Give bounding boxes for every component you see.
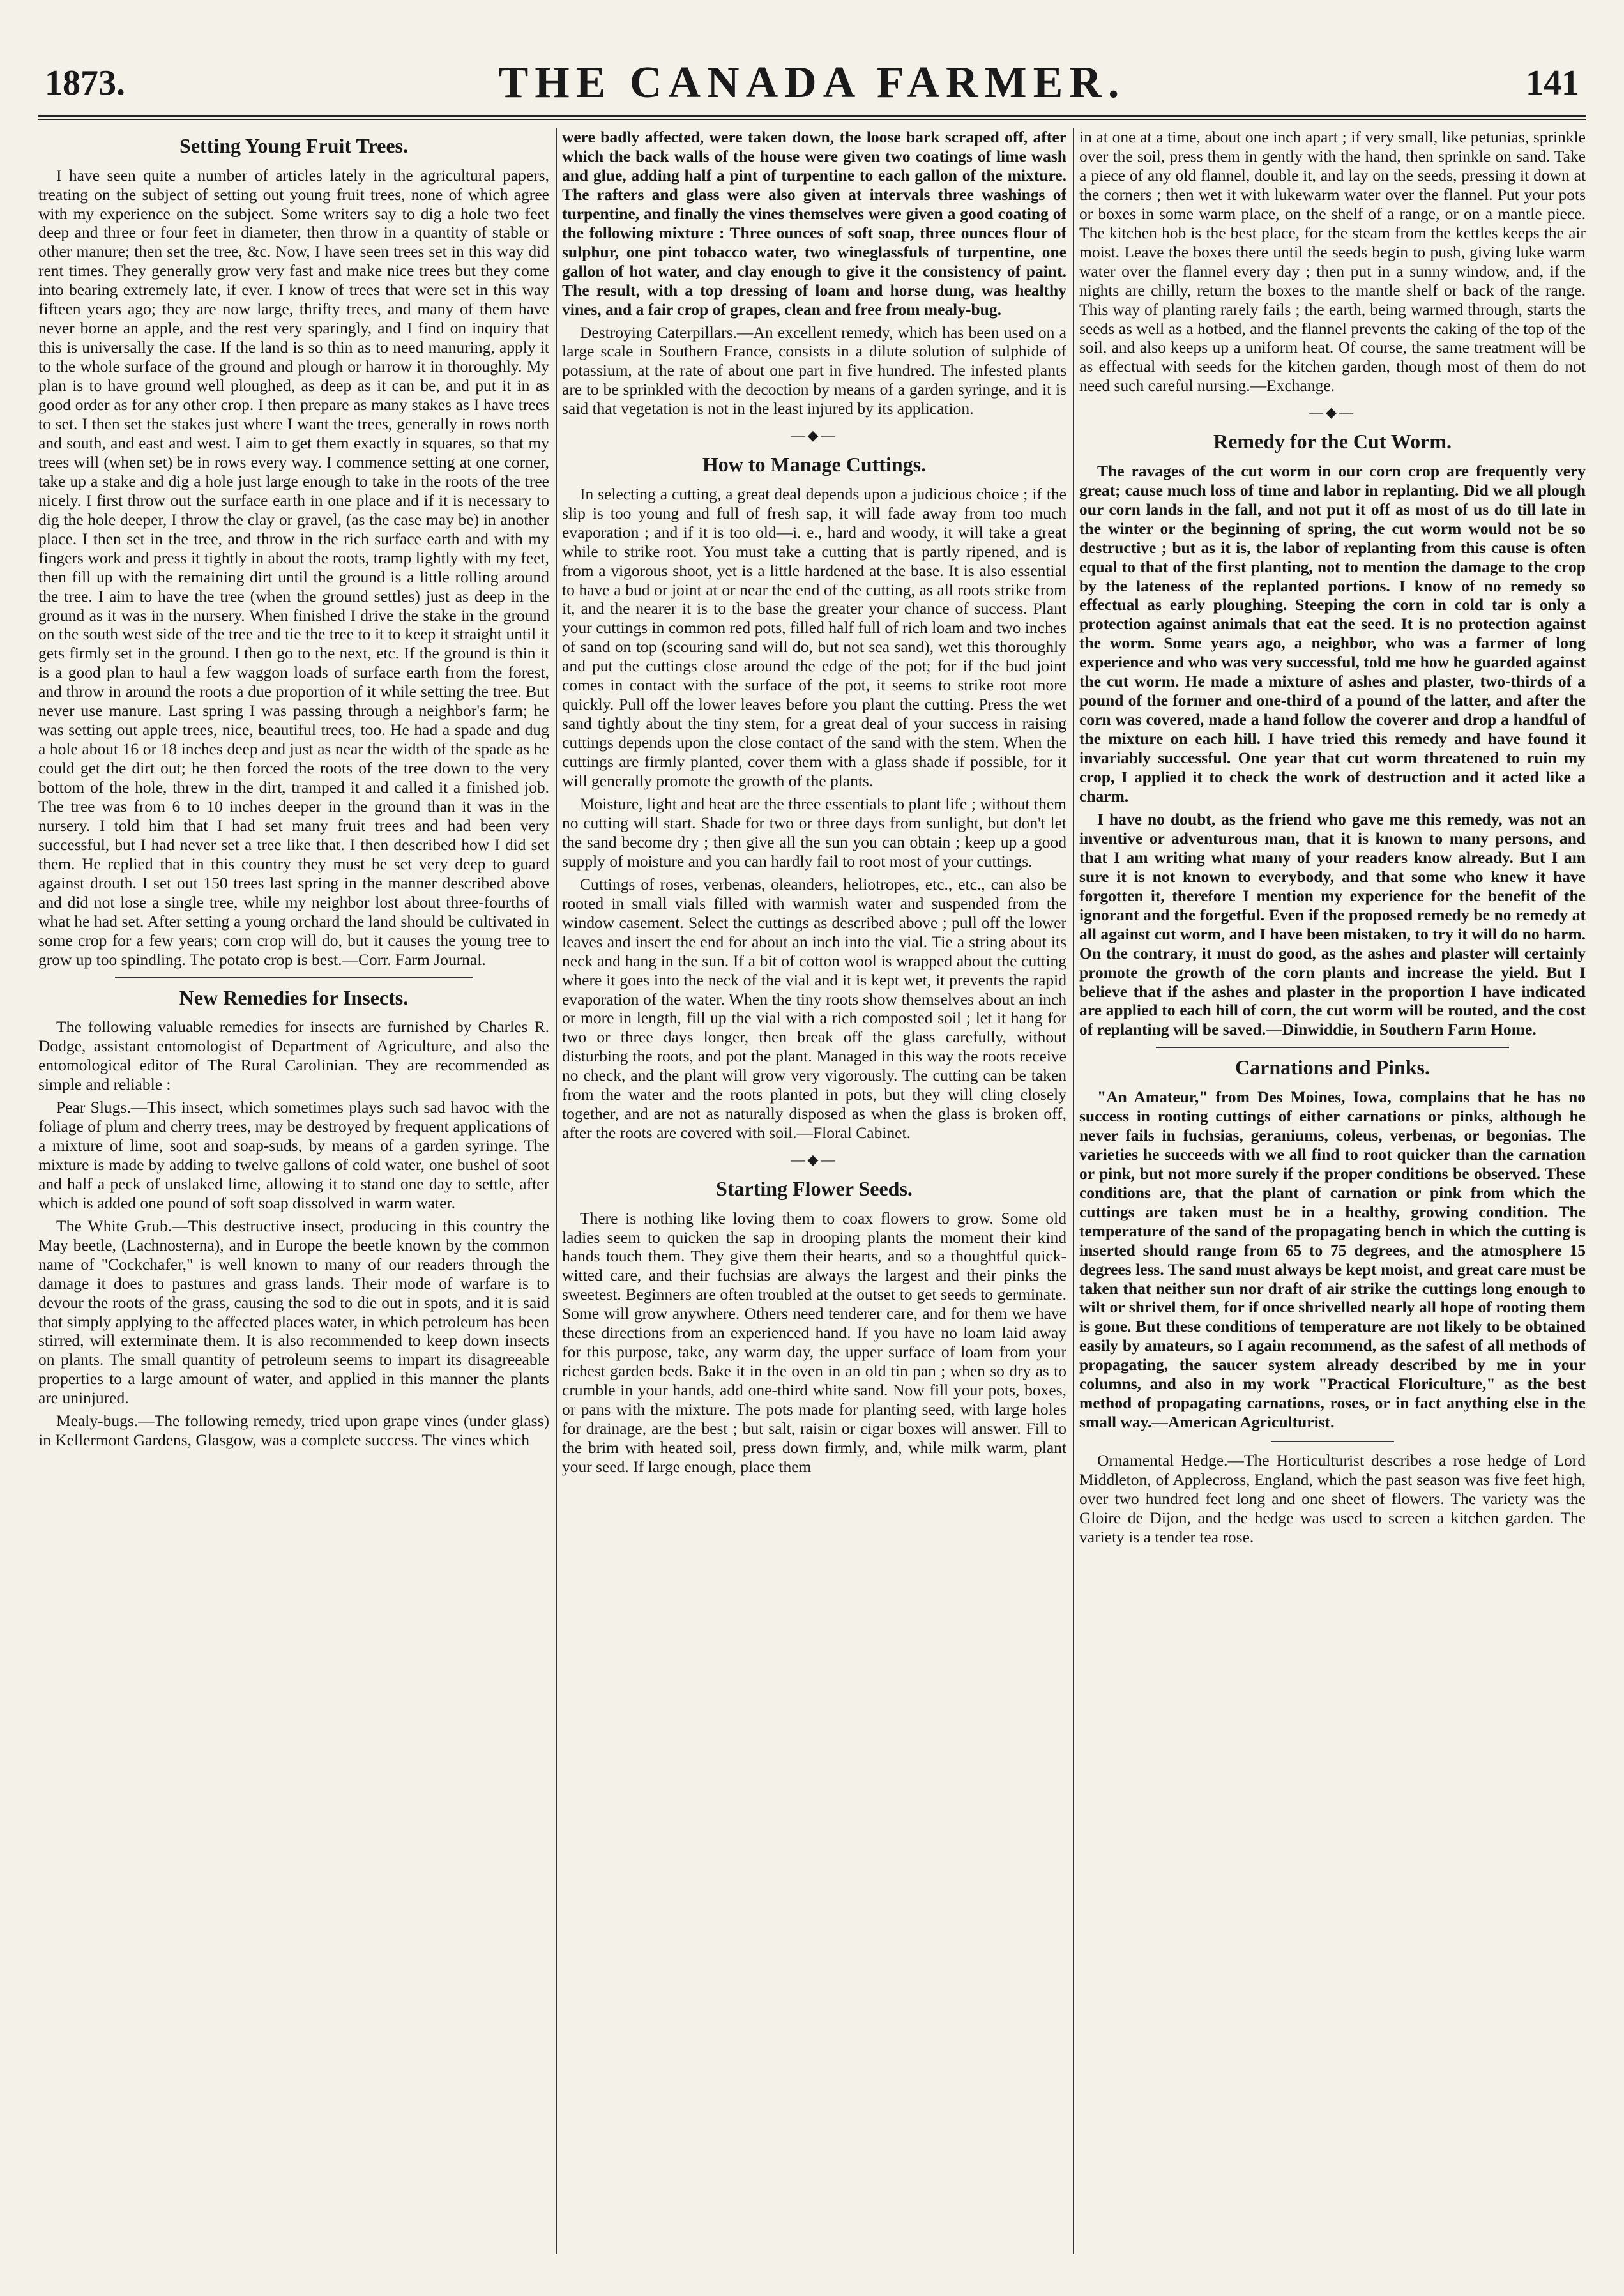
article-headline: Remedy for the Cut Worm. [1213,430,1452,453]
article-separator [1156,1047,1509,1048]
article-headline: Carnations and Pinks. [1235,1056,1430,1079]
article-paragraph: Destroying Caterpillars.—An excellent remedy, which has been used on a large scale in Southern France, consists in a dilute solution of sulphide of potassium, at the rate of about one part in five hundred. The infested plants are to be sprinkled with the decoction by means of a garden syringe, and it is said that vegetation is not in the least injured by its application. [562,323,1066,418]
column-1 [38,128,549,2254]
article-paragraph: Ornamental Hedge.—The Horticulturist describes a rose hedge of Lord Middleton, of Applecross, England, which the past season was five feet high, over two hundred feet long and one sheet of flowers. The variety was the Gloire de Dijon, and the hedge was used to screen a kitchen garden. The variety is a tender tea rose. [1079,1451,1586,1546]
ornament-rule: —◆— [1309,404,1356,421]
column-divider [1073,128,1074,2254]
article-headline: Starting Flower Seeds. [716,1176,913,1200]
article-paragraph: In selecting a cutting, a great deal depends upon a judicious choice ; if the slip is too young and full of fresh sap, it will fade away from too much evaporation ; and if it is too old—i. e., hard and woody, it will take a great while to strike root. You must take a cutting that is partly ripened, and is from a vigorous shoot, yet is a little hardened at the base. It is also essential to have a bud or joint at or near the end of the cutting, as all roots strike from it, and the nearer it is to the base the greater your chance of success. Plant your cuttings in common red pots, filled half full of rich loam and two inches of sand on top (scouring sand will do, but not sea sand), wet this thoroughly and put the cuttings close around the edge of the pot; for if the bud joint comes in contact with the surface of the pot, it seems to strike root more quickly. Pull off the lower leaves before you plant the cutting. Press the wet sand tightly about the tiny stem, for a great deal of your success in raising cuttings depends upon the close contact of the sand with the stem. When the cuttings are firmly planted, cover them with a glass shade if possible, for it will generally promote the growth of the plants. [562,484,1066,791]
article-paragraph: I have no doubt, as the friend who gave me this remedy, was not an inventive or adventurous man, that it is known to many persons, and that I am writing what many of your readers know already. But I am sure it is not known to everybody, and that some who knew it have forgotten it, therefore I mention my experience for the benefit of the ignorant and the forgetful. Even if the proposed remedy be no remedy at all against cut worm, and I have been mistaken, to try it will do no harm. On the contrary, it must do good, as the ashes and plaster will certainly promote the growth of the corn plants and increase the yield. But I believe that if the ashes and plaster in the proportion I have indicated are applied to each hill of corn, the cut worm will be routed, and the cost of replanting will be saved.—Dinwiddie, in Southern Farm Home. [1079,809,1586,1039]
article-separator [115,977,473,978]
column-divider [556,128,557,2254]
masthead-rule [38,115,1586,120]
column-3 [1079,128,1586,2254]
article-paragraph: The White Grub.—This destructive insect, producing in this country the May beetle, (Lachnosterna), and in Europe the beetle known by the common name of "Cockchafer," is well known to many of our readers through the damage it does to pastures and grass lands. Their mode of warfare is to devour the roots of the grass, causing the sod to die out in spots, and it is said that simply applying to the affected places water, in which petroleum has been stirred, will exterminate them. It is also recommended to keep down insects on plants. The small quantity of petroleum seems to impart its disagreeable properties to a large amount of water, and applied in this manner the plants are uninjured. [38,1216,549,1408]
article-paragraph: Pear Slugs.—This insect, which sometimes plays such sad havoc with the foliage of plum and cherry trees, may be destroyed by frequent applications of a mixture of lime, soot and soap-suds, by means of a garden syringe. The mixture is made by adding to twelve gallons of cold water, one bushel of soot and half a peck of unslaked lime, allowing it to stand one day to settle, after which is added one pound of soft soap dissolved in warm water. [38,1098,549,1212]
article-paragraph: I have seen quite a number of articles lately in the agricultural papers, treating on the subject of setting out young fruit trees, none of which agree with my experience on the subject. Some writers say to dig a hole two feet deep and three or four feet in diameter, then throw in a quantity of stable or other manure; then set the tree, &c. Now, I have seen trees set in this way did rent times. They generally grow very fast and make nice trees but they come into bearing extremely late, if ever. I know of trees that were set in this way fifteen years ago; they are now large, thrifty trees, and many of them have never borne an apple, and the rest very sparingly, and I find on inquiry that this is universally the case. If the land is so thin as to need manuring, apply it to the whole surface of the ground and plough or harrow it in thoroughly. My plan is to have ground well ploughed, as deep as it can be, and put it in as good order as for any other crop. I then prepare as many stakes as I have trees to set. I then set the stakes just where I want the trees, generally in rows north and south, and east and west. I aim to get them exactly in squares, so that my trees will (when set) be in rows every way. I commence setting at one corner, take up a stake and dig a hole just large enough to take in the roots of the tree nicely. I first throw out the surface earth in one place and if it is necessary to dig the hole deeper, I throw the clay or gravel, (as the case may be) in another place. I then set in the tree, and throw in the rich surface earth and with my fingers work and press it tightly in about the roots, tramp lightly with my feet, then fill up with the remaining dirt until the ground is a little rolling around the tree. I aim to have the tree (when the ground settles) just as deep in the ground as it was in the nursery. When finished I drive the stake in the ground on the south west side of the tree and tie the tree to it to keep it straight until it gets firmly set in the ground. I then go to the next, etc. If the ground is thin it is a good plan to haul a few waggon loads of surface earth from the forest, and throw in around the roots a due proportion of it while setting the tree. But never use manure. Last spring I was passing through a neighbor's farm; he was setting out apple trees, nice, beautiful trees, too. He had a spade and dug a hole about 16 or 18 inches deep and just as near the width of the spade as he could get the dirt out; he then forced the roots of the tree down to the very bottom of the hole, threw in the dirt, tramped it and called it a finished job. The tree was from 6 to 10 inches deeper in the ground than it was in the nursery. I told him that I had set many fruit trees and had been very successful, but I had never set a tree like that. I then described how I did set them. He replied that in this country they must be set very deep to guard against drouth. I set out 150 trees last spring in the manner described above and did not lose a single tree, while my neighbor lost about three-fourths of what he had set. After setting a young orchard the land should be cultivated in some crop for a few years; corn crop will do, but it causes the young tree to grow up too spindling. The potato crop is best.—Corr. Farm Journal. [38,165,549,969]
article-paragraph: "An Amateur," from Des Moines, Iowa, complains that he has no success in rooting cuttings of either carnations or pinks, although he never fails in fuchsias, geraniums, coleus, verbenas, or begonias. The varieties he succeeds with we all find to root quicker than the carnation or pink, but not more surely if the proper conditions be observed. These conditions are, that the plant of carnation or pink from which the cuttings are taken must be in a healthy, growing condition. The temperature of the sand of the propagating bench in which the cutting is inserted should range from 65 to 75 degrees, and the atmosphere 15 degrees less. The sand must always be kept moist, and great care must be taken that neither sun nor draft of air strike the cuttings long enough to wilt or shrivel them, for if once shrivelled nearly all hope of rooting them is gone. But these conditions of temperature are not likely to be obtained easily by amateurs, so I again recommend, as the safest of all methods of propagating, the saucer system already described by me in your columns, and also in my work "Practical Floriculture," as the best method of propagating carnations, roses, or in fact anything else in the small way.—American Agriculturist. [1079,1087,1586,1432]
continued-text [1079,128,1586,395]
continued-text [562,128,1066,418]
article-paragraph: The following valuable remedies for insects are furnished by Charles R. Dodge, assistant entomologist of Department of Agriculture, and also the entomological editor of The Rural Carolinian. They are recommended as simple and reliable : [38,1017,549,1094]
article-paragraph: Mealy-bugs.—The following remedy, tried upon grape vines (under glass) in Kellermont Gardens, Glasgow, was a complete success. The vines which [38,1411,549,1450]
newspaper-title: THE CANADA FARMER. [498,58,1126,107]
article-how-to-manage-cuttings [562,453,1066,1143]
article-paragraph: The ravages of the cut worm in our corn crop are frequently very great; cause much loss of time and labor in replanting. Did we all plough our corn lands in the fall, and not put it off as most of us do till late in the winter or the beginning of spring, the cut worm would not be so destructive ; but as it is, the labor of replanting from this cause is often equal to that of the first planting, not to mention the damage to the crop by the lateness of the replanted portions. I know of no remedy so effectual as early ploughing. Steeping the corn in cold tar is only a protection against animals that eat the seed. It is no protection against the worm. Some years ago, a neighbor, who was a farmer of long experience and who was very successful, told me how he guarded against the cut worm. He made a mixture of ashes and plaster, two-thirds of a pound of the former and one-third of a pound of the latter, and after the corn was covered, made a hand follow the coverer and drop a handful of the mixture on each hill. I have tried this remedy and have found it invariably successful. One year that cut worm threatened to ruin my crop, I applied it to check the work of destruction and it acted like a charm. [1079,461,1586,805]
article-headline: New Remedies for Insects. [179,985,409,1009]
article-paragraph: There is nothing like loving them to coax flowers to grow. Some old ladies seem to quicken the sap in drooping plants the moment their kind hands touch them. They give them their hearts, and so a thoughtful quick-witted care, and their fuchsias are always the largest and their pinks the sweetest. Beginners are often troubled at the outset to get seeds to germinate. Some will grow anywhere. Others need tenderer care, and for them we have these directions from an experienced hand. If you have no loam laid away for this purpose, take, any warm day, the upper surface of loam from your richest garden beds. Bake it in the oven in an old tin pan ; when so dry as to crumble in your hands, add one-third white sand. Now fill your pots, boxes, or pans with the mixture. The pots made for planting seed, with large holes for drainage, are the best ; but salt, raisin or cigar boxes will answer. Fill to the brim with heated soil, press down firmly, and, while milk warm, plant your seed. If large enough, place them [562,1208,1066,1476]
article-headline: How to Manage Cuttings. [702,453,927,476]
page-number: 141 [1526,63,1579,103]
article-setting-young-fruit-trees [38,134,549,969]
column-2 [562,128,1066,2254]
masthead [38,51,1586,115]
article-remedy-for-cut-worm [1079,430,1586,1039]
ornament-rule: —◆— [791,1152,838,1168]
article-carnations-and-pinks [1079,1056,1586,1432]
article-starting-flower-seeds [562,1177,1066,1477]
article-ornamental-hedge [1079,1451,1586,1547]
article-paragraph: in at one at a time, about one inch apart ; if very small, like petunias, sprinkle over the soil, press them in gently with the hand, then sprinkle on sand. Take a piece of any old flannel, double it, and lay on the seeds, pressing it down at the corners ; then wet it with lukewarm water over the flannel. Put your pots or boxes in some warm place, on the shelf of a range, or on a mantle piece. The kitchen hob is the best place, for the steam from the kettles keeps the air moist. Leave the boxes there until the seeds begin to push, giving luke warm water over the flannel every day ; then put in a sunny window, and, if the nights are chilly, return the boxes to the mantle shelf or back of the range. This way of planting rarely fails ; the earth, being warmed through, starts the seeds as well as a hotbed, and the flannel prevents the caking of the top of the soil, and also keeps up a uniform heat. Of course, the same treatment will be as effectual with seeds for the kitchen garden, though most of them do not need such careful nursing.—Exchange. [1079,128,1586,395]
issue-year: 1873. [45,63,125,103]
ornament-rule: —◆— [791,427,838,444]
article-separator [1271,1441,1394,1442]
article-new-remedies-for-insects [38,986,549,1450]
article-headline: Setting Young Fruit Trees. [179,134,408,157]
article-paragraph: Cuttings of roses, verbenas, oleanders, heliotropes, etc., etc., can also be rooted in small vials filled with warmish water and suspended from the window casement. Select the cuttings as described above ; pull off the lower leaves and insert the end for about an inch into the vial. Tie a string about its neck and hang in the sun. If a bit of cotton wool is wrapped about the cutting where it goes into the neck of the vial and it is kept wet, it prevents the rapid evaporation of the water. When the tiny roots show themselves about an inch or more in length, fill up the vial with a rich composted soil ; let it hang for two or three days longer, then break off the glass carefully, without disturbing the roots, and pot the plant. Managed in this way the roots receive no check, and the plant will grow very vigorously. The cutting can be taken from the water and the roots planted in pots, but they will cling closely together, and are not as naturally disposed as when the glass is broken off, after the roots are covered with soil.—Floral Cabinet. [562,874,1066,1143]
article-paragraph: Moisture, light and heat are the three essentials to plant life ; without them no cutting will start. Shade for two or three days from sunlight, but don't let the sand become dry ; then give all the sun you can obtain ; keep up a good supply of moisture and you can hardly fail to root most of your cuttings. [562,794,1066,871]
article-paragraph: were badly affected, were taken down, the loose bark scraped off, after which the back walls of the house were given two coatings of lime wash and glue, adding half a pint of turpentine to each gallon of the mixture. The rafters and glass were also given at intervals three washings of turpentine, and finally the vines themselves were given a good coating of the following mixture : Three ounces of soft soap, three ounces flour of sulphur, one pint tobacco water, two wineglassfuls of turpentine, one gallon of hot water, and clay enough to give it the consistency of paint. The result, with a top dressing of loam and horse dung, was healthy vines, and a fair crop of grapes, clean and free from mealy-bug. [562,128,1066,319]
